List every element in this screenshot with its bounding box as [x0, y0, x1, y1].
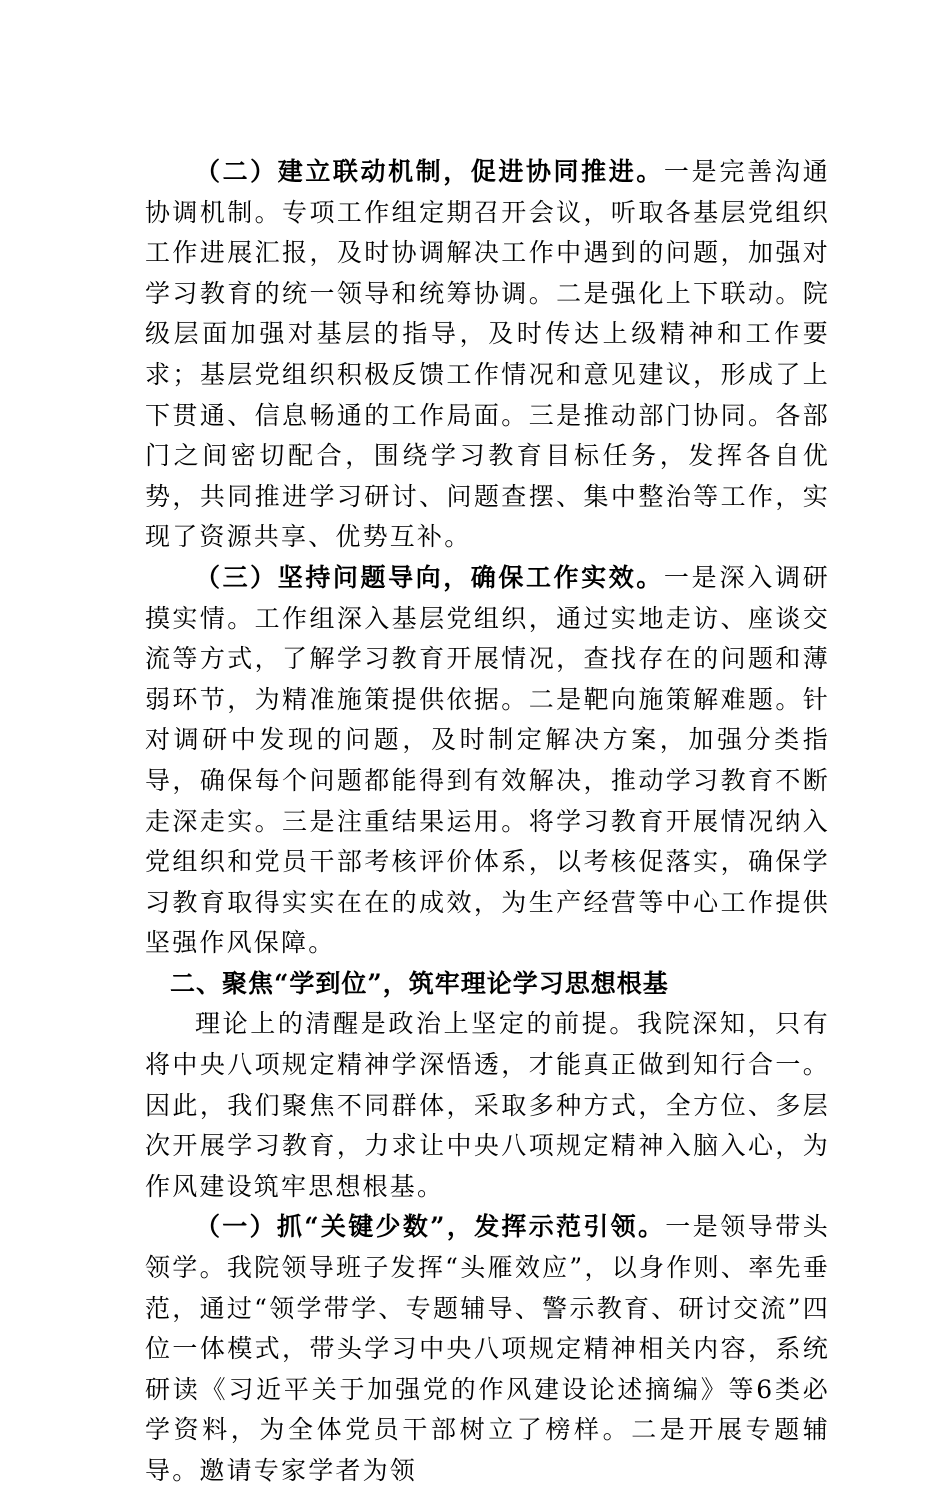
- paragraph-text: 一是领导带头领学。我院领导班子发挥“头雁效应”，以身作则、率先垂范，通过“领学带学、专题辅导、警示教育、研讨交流”四位一体模式，带头学习中央八项规定精神相关内容，系统研读《习近平关于加强党的作风建设论述摘编》等6类必学资料，为全体党员干部树立了榜样。二是开展专题辅导。邀请专家学者为领: [145, 1212, 830, 1485]
- paragraph-text: 一是深入调研摸实情。工作组深入基层党组织，通过实地走访、座谈交流等方式，了解学习教育开展情况，查找存在的问题和薄弱环节，为精准施策提供依据。二是靶向施策解难题。针对调研中发现的问题，及时制定解决方案，加强分类指导，确保每个问题都能得到有效解决，推动学习教育不断走深走实。三是注重结果运用。将学习教育开展情况纳入党组织和党员干部考核评价体系，以考核促落实，确保学习教育取得实实在在的成效，为生产经营等中心工作提供坚强作风保障。: [145, 562, 830, 958]
- paragraph-text: 一是完善沟通协调机制。专项工作组定期召开会议，听取各基层党组织工作进展汇报，及时协调解决工作中遇到的问题，加强对学习教育的统一领导和统筹协调。二是强化上下联动。院级层面加强对基层的指导，及时传达上级精神和工作要求；基层党组织积极反馈工作情况和意见建议，形成了上下贯通、信息畅通的工作局面。三是推动部门协同。各部门之间密切配合，围绕学习教育目标任务，发挥各自优势，共同推进学习研讨、问题查摆、集中整治等工作，实现了资源共享、优势互补。: [145, 157, 830, 552]
- paragraph-lead: （一）抓“关键少数”，发挥示范引领。: [195, 1212, 666, 1242]
- paragraph-coordination: [145, 152, 830, 558]
- section-heading: 二、聚焦“学到位”，筑牢理论学习思想根基: [170, 968, 669, 998]
- document-body: [145, 152, 830, 1492]
- paragraph-lead: （三）坚持问题导向，确保工作实效。: [195, 562, 664, 592]
- section-intro: 理论上的清醒是政治上坚定的前提。我院深知，只有将中央八项规定精神学深悟透，才能真正做到知行合一。因此，我们聚焦不同群体，采取多种方式，全方位、多层次开展学习教育，力求让中央八项规定精神入脑入心，为作风建设筑牢思想根基。: [145, 1009, 830, 1201]
- paragraph-problem-oriented: [145, 558, 830, 964]
- paragraph-lead: （二）建立联动机制，促进协同推进。: [195, 157, 664, 186]
- paragraph-key-minority: [145, 1207, 830, 1491]
